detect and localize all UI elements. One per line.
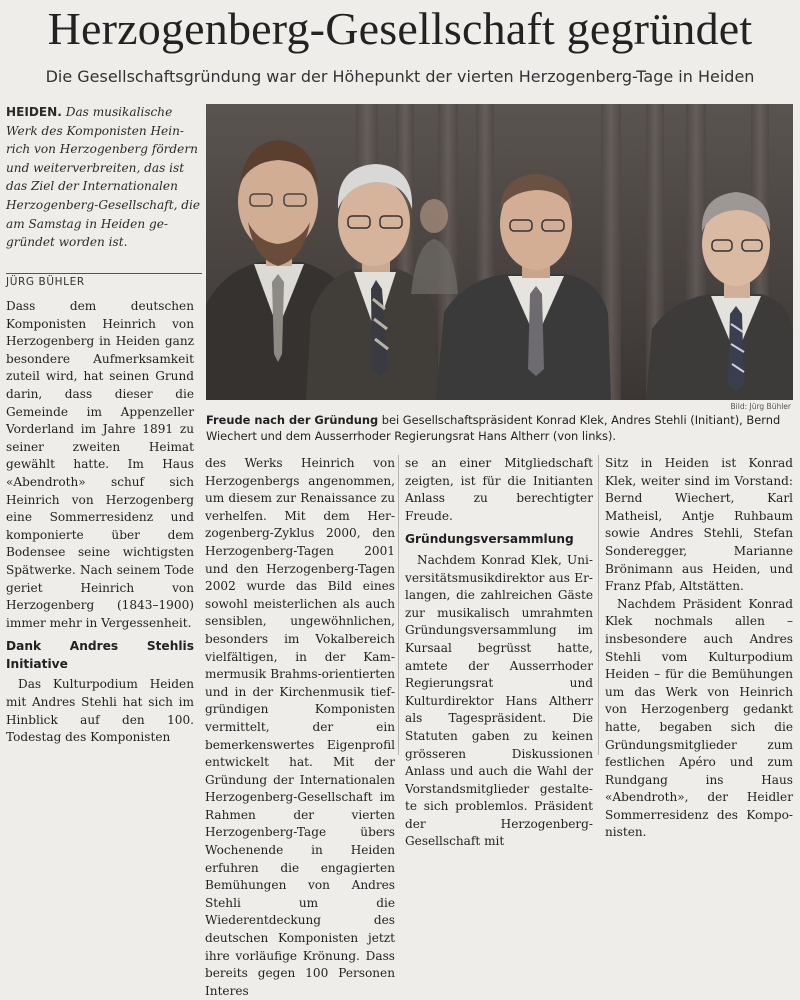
dateline: HEIDEN. <box>6 105 62 119</box>
paragraph-3: Nachdem Konrad Klek, Universitätsmusikdirektor aus Erlangen, die zahlreichen Gäste zur musikalisch umrahmten Gründungsversammlung im Kursaal begrüsst hatte, amtete der Ausserrhoder Regierungsrat und Kulturdirektor Hans Altherr als Tagespräsident. Die Statuten gaben zu keinen grösseren Diskussionen Anlass und auch die Wahl der Vorstandsmitglieder gestaltete sich problemlos. Präsident der Herzogenberg-Gesellschaft mit <box>405 552 593 849</box>
article-column-1 <box>6 298 194 747</box>
subheadline: Die Gesellschaftsgründung war der Höhepunkt der vierten Herzogenberg-Tage in Heiden <box>45 67 755 86</box>
article-column-4 <box>605 455 793 842</box>
group-photo-illustration <box>206 104 793 400</box>
subheading-initiative: Dank Andres Stehlis Initiative <box>6 639 194 671</box>
photo-credit: Bild: Jürg Bühler <box>730 402 791 411</box>
lead-text: Das musikalische Werk des Komponisten Heinrich von Herzogenberg fördern und weiterverbreiten, das ist das Ziel der Internationalen Herzogenberg-Gesellschaft, die am Samstag in Heiden gegründet worden ist. <box>6 105 201 250</box>
article-column-3 <box>405 455 593 851</box>
paragraph-4: Nachdem Präsident Konrad Klek nochmals allen – insbesondere auch Andres Stehli vom Kulturpodium Heiden – für die Bemühungen um das Werk von Heinrich von Herzogenberg gedankt hatte, begaben sich die Gründungsmitglieder zum festlichen Apéro und zum Rundgang ins Haus «Abendroth», der Heidler Sommerresidenz des Komponisten. <box>605 596 793 840</box>
paragraph-2-end: se an einer Mitgliedschaft zeigten, ist für die Initianten Anlass zu berechtigter Freude. <box>405 456 593 523</box>
column-rule <box>398 455 399 755</box>
caption-lead: Freude nach der Gründung <box>206 413 379 427</box>
article-column-2 <box>205 455 395 1000</box>
headline: Herzogenberg-Gesellschaft gegründet <box>47 3 753 54</box>
paragraph-1: Dass dem deutschen Komponisten Heinrich von Herzogenberg in Heiden ganz besondere Aufmerksamkeit zuteil wird, hat seinen Grund darin, dass dieser die Gemeinde im Appenzeller Vorderland im Jahre 1891 zu seiner zweiten Heimat gewählt hatte. Im Haus «Abendroth» schuf sich Heinrich von Herzogenberg eine Sommerresidenz und komponierte über dem Bodensee seine wichtigsten Spätwerke. Nach seinem Tode geriet Heinrich von Herzogenberg (1843–1900) immer mehr in Vergessenheit. <box>6 299 194 630</box>
paragraph-2-start: Das Kulturpodium Heiden mit Andres Stehli hat sich im Hinblick auf den 100. Todestag des Komponisten <box>6 677 194 745</box>
group-photo <box>206 104 793 400</box>
subheading-founding-assembly: Gründungsversammlung <box>405 532 574 547</box>
lead-paragraph <box>6 103 204 252</box>
photo-caption <box>206 412 796 444</box>
paragraph-3-end: Sitz in Heiden ist Konrad Klek, weiter sind im Vorstand: Bernd Wiechert, Karl Matheisl, Antje Ruhbaum sowie Andres Stehli, Stefan Sonderegger, Marianne Brönimann aus Heiden, und Franz Pfab, Altstätten. <box>605 456 793 594</box>
paragraph-2-continued: des Werks Heinrich von Herzogenbergs angenommen, um diesem zur Renaissance zu verhelfen. Mit dem Herzogenberg-Zyklus 2000, den Herzogenberg-Tagen 2001 und den Herzogenberg-Tagen 2002 wurde das Bild eines sowohl meisterlichen als auch sensiblen, ungewöhnlichen, besonders im Vokalbereich vielfältigen, in der Kammermusik Brahms-orientierten und in der Kirchenmusik tiefgründigen Komponisten vermittelt, der ein bemerkenswertes Eigenprofil entwickelt hat. Mit der Gründung der Internationalen Herzogenberg-Gesellschaft im Rahmen der vierten Herzogenberg-Tage übers Wochenende in Heiden erfuhren die engagierten Bemühungen von Andres Stehli um die Wiederentdeckung des deutschen Komponisten jetzt ihre vorläufige Krönung. Dass bereits gegen 100 Personen Interes <box>205 456 395 998</box>
author-byline: JÜRG BÜHLER <box>6 273 202 288</box>
caption-text: bei Gesellschaftspräsident Konrad Klek, Andres Stehli (Initiant), Bernd Wiechert und dem Ausserrhoder Regierungsrat Hans Altherr (von links). <box>206 413 781 443</box>
column-rule <box>598 455 599 755</box>
